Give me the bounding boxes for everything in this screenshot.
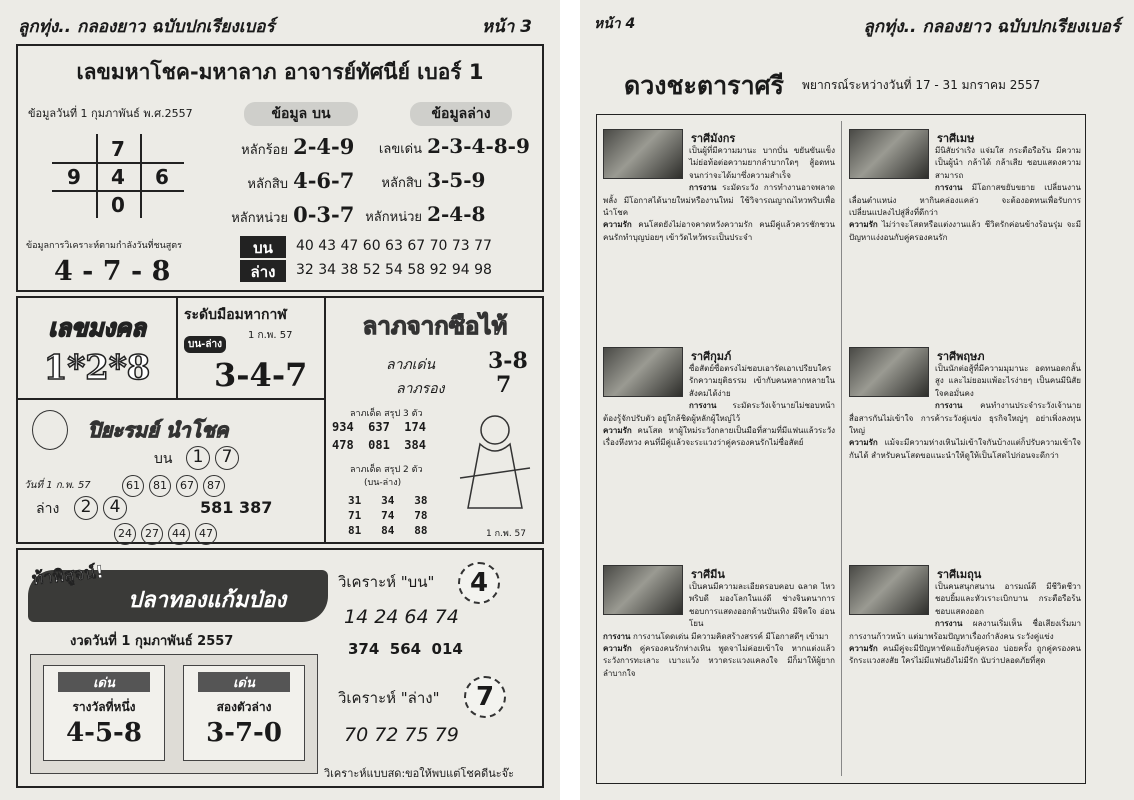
left-header-page: หน้า 3: [481, 17, 532, 37]
main-title: เลขมหาโชค-มหาลาภ อาจารย์ทัศนีย์ เบอร์ 1: [76, 60, 484, 84]
row-value: 2-4-8: [427, 202, 486, 226]
footer-text: วิเคราะห์แบบสด:ขอให้พบแต่โชคดีนะจ๊ะ: [324, 767, 515, 780]
laap-date: 1 ก.พ. 57: [486, 529, 527, 539]
rathab-tag: บน-ล่าง: [184, 336, 226, 353]
piya-small-low: [114, 522, 222, 545]
section-mahachok: [16, 44, 544, 292]
sign-intro: เป็นคนสนุกสนาน อารมณ์ดี มีชีวิตชีวา ชอบยิ้มและหัวเราะเบิกบาน กระตือรือร้น ชอบแสดงออก: [935, 582, 1081, 616]
bottom-label: ข้อมูลล่าง: [410, 102, 512, 126]
upper-tag: บน: [240, 236, 286, 258]
love-label: ความรัก: [603, 644, 632, 654]
work-label: การงาน: [935, 401, 963, 411]
piya-big-up: [186, 446, 244, 470]
lower-analysis-numbers: 70 72 75 79: [344, 724, 459, 746]
sign-work: ระมัดระวัง การทำงานอาจพลาดพลั้ง มีโอกาสได้นายใหม่หรืองานใหม่ ใช้วิจารณญาณไหวพริบเพื่อนำโชค: [603, 183, 835, 218]
right-page: [580, 0, 1134, 800]
row-label: หลักหน่วย: [231, 211, 288, 226]
row-label: หลักหน่วย: [365, 210, 422, 225]
two-row: 31 34 38: [348, 494, 428, 507]
sign-block-capricorn: [599, 121, 837, 331]
three-row: 478 081 384: [332, 438, 426, 452]
horoscope-title: ดวงชะตาราศรี: [624, 71, 784, 100]
row-value: 2-3-4-8-9: [427, 134, 530, 158]
challenge-date: งวดวันที่ 1 กุมภาพันธ์ 2557: [70, 634, 234, 649]
lower-numbers: 32 34 38 52 54 58 92 94 98: [296, 262, 492, 278]
sign-block-pisces: [599, 557, 837, 777]
laap-main-value: 3-8: [488, 348, 528, 374]
sign-name: ราศีเมถุน: [937, 568, 982, 581]
two-row: 81 84 88: [348, 524, 428, 537]
laap-title: ลาภจากซือไท้: [362, 312, 508, 340]
section-middle: [16, 296, 544, 544]
sign-intro: มีนิสัยร่าเริง แจ่มใส กระตือรือร้น มีความเป็นผู้นำ กล้าได้ กล้าเสีย ชอบแสดงความสามารถ: [935, 146, 1081, 180]
piya-big-low: [74, 496, 132, 520]
rathab-title: ระดับมือมหากาฬ: [184, 307, 287, 323]
right-header-title: ลูกทุ่ง.. กลองยาว ฉบับปกเรียงเบอร์: [863, 17, 1120, 37]
sign-love: คนมีคู่จะมีปัญหาขัดแย้งกับคู่ครอง บ่อยครั้ง ถูกคู่ครองคนรักระแวงสงสัย ใครไม่มีแฟนยังไม่มีรัก นับว่าปลอดภัยที่สุด: [849, 644, 1082, 666]
first-prize-value: 4-5-8: [66, 718, 142, 748]
circle-number: 1: [186, 446, 210, 470]
love-label: ความรัก: [849, 644, 878, 654]
sign-name: ราศีมีน: [691, 568, 725, 581]
sign-block-aries: [845, 121, 1083, 331]
sign-work: มีโอกาสขยับขยาย เปลี่ยนงานเลื่อนตำแหน่ง หากินคล่องแคล่ว จะต้องอดทนเพื่อรับการเปลี่ยนแปลงไปสู่สิ่งที่ดีกว่า: [849, 183, 1081, 218]
sign-name: ราศีเมษ: [937, 132, 975, 145]
sign-love: คนโสด หาผู้ใหม่ระวังกลายเป็นมือที่สามที่มีแฟนแล้วระวังเรื่องหึงหวง คนที่มีคู่แล้วจะระแวงว่าคู่ครองคนรักไม่ซื่อสัตย์: [603, 426, 835, 448]
two-lower-card: [183, 665, 305, 761]
row-value: 4-6-7: [293, 168, 355, 193]
sign-name: ราศีพฤษภ: [937, 350, 985, 363]
piya-lower: ล่าง: [36, 501, 60, 517]
circle-number: 61: [122, 475, 144, 497]
lower-tag: ล่าง: [240, 260, 286, 282]
laap-sub-value: 7: [496, 372, 512, 398]
grid-cell: 4: [111, 165, 125, 189]
two-sub: (บน-ล่าง): [364, 478, 402, 488]
row-label: เลขเด่น: [378, 142, 422, 157]
horoscope-box: [596, 114, 1086, 784]
row-label: หลักร้อย: [241, 143, 288, 158]
work-label: การงาน: [689, 183, 717, 193]
sign-block-aquarius: [599, 339, 837, 549]
challenge-title: ปลาทองแก้มป่อง: [128, 588, 287, 613]
circle-number: 24: [114, 523, 136, 545]
piya-three: 581 387: [200, 498, 273, 517]
sign-work: คนทำงานประจำระวังเจ้านายสื่อสารกันไม่เข้าใจ การค้าระวังคู่แข่ง ธุรกิจใหญ่ๆ อย่าเพิ่งลงทุนใหญ่: [849, 401, 1081, 436]
piya-date: วันที่ 1 ก.พ. 57: [24, 480, 91, 491]
grid-cell: 0: [111, 193, 125, 217]
horoscope-subtitle: พยากรณ์ระหว่างวันที่ 17 - 31 มกราคม 2557: [802, 78, 1041, 92]
sign-block-taurus: [845, 339, 1083, 549]
sign-intro: เป็นคนมีความละเอียดรอบคอบ ฉลาด ไหวพริบดี มองโลกในแง่ดี ช่างจินตนาการ ชอบการแสดงออกด้านบันเทิง มีจิตใจ อ่อนโยน: [689, 582, 835, 629]
upper-analysis-numbers: 14 24 64 74: [344, 606, 459, 628]
sign-love: คนโสดยังไม่อาจคาดหวังความรัก คนมีคู่แล้วควรชักชวนคนรักทำบุญบ่อยๆ เข้าวัดไหว้พระเป็นประจำ: [603, 220, 836, 242]
circle-number: 7: [215, 446, 239, 470]
work-label: การงาน: [603, 631, 631, 641]
prize-box: [30, 654, 318, 774]
circle-number: 87: [203, 475, 225, 497]
date-line: ข้อมูลวันที่ 1 กุมภาพันธ์ พ.ศ.2557: [28, 107, 193, 120]
grid-cell: 6: [155, 165, 169, 189]
three-row: 934 637 174: [332, 420, 426, 434]
circle-number: 44: [168, 523, 190, 545]
love-label: ความรัก: [849, 220, 878, 230]
two-lower-label: สองตัวล่าง: [216, 700, 272, 714]
sign-work: ระมัดระวังเจ้านายไม่ชอบหน้า ต้องรู้จักปรับตัว อยู่ใกล้ชิดผู้หลักผู้ใหญ่ไว้: [603, 401, 835, 423]
sign-love: แม้จะมีความห่างเหินไม่เข้าใจกันบ้างแต่ก็ปรับความเข้าใจกันได้ สำหรับคนโสดขอแนะนำให้ดูให้เป็นโสดไปก่อนจะดีกว่า: [849, 438, 1081, 460]
circle-number: 81: [149, 475, 171, 497]
den-label: เด่น: [198, 672, 290, 692]
mongkol-title: เลขมงคล: [48, 314, 146, 342]
face-icon: [32, 410, 68, 450]
love-label: ความรัก: [603, 426, 632, 436]
row-value: 0-3-7: [293, 202, 355, 227]
laap-main-label: ลาภเด่น: [386, 357, 436, 373]
upper-analysis-digit: 4: [458, 562, 500, 604]
piya-small-up: [122, 474, 230, 497]
two-row: 71 74 78: [348, 509, 428, 522]
sign-love: ไม่ว่าจะโสดหรือแต่งงานแล้ว ชีวิตรักค่อนข้างร้อนรุ่ม จะมีปัญหาแง่งอนกับคู่ครองคนรัก: [849, 220, 1081, 242]
sage-illustration: [450, 408, 540, 523]
upper-analysis-label: วิเคราะห์ "บน": [338, 573, 435, 591]
sign-work: ผลงานเริ่มเห็น ชื่อเสียงเริ่มมา การงานก้าวหน้า แต่มาพร้อมปัญหาเรื่องกำลังคน ระวังคู่แข่ง: [849, 619, 1081, 641]
sign-love: คู่ครองคนรักห่างเหิน พูดจาไม่ค่อยเข้าใจ หากแต่งแล้วระวังการทะเลาะ เบาะแว้ง หวาดระแวงแคลงใจ มีก็มาให้ผู้ยากลำบากใจ: [603, 644, 836, 678]
work-label: การงาน: [689, 401, 717, 411]
mongkol-number: 1*2*8: [43, 348, 151, 388]
lower-analysis-digit: 7: [464, 676, 506, 718]
row-label: หลักสิบ: [247, 177, 288, 192]
rathab-number: 3-4-7: [214, 356, 308, 394]
grid-cell: 7: [111, 137, 125, 161]
sign-block-gemini: [845, 557, 1083, 777]
sign-name: ราศีมังกร: [691, 132, 736, 145]
two-lower-value: 3-7-0: [206, 718, 282, 748]
sign-intro: เป็นผู้ที่มีความมานะ บากบั่น ขยันขันแข็ง ไม่ย่อท้อต่อความยากลำบากใดๆ สู้อดทนจนกว่าจะได้มาซึ่งความสำเร็จ: [689, 146, 835, 180]
lower-analysis-label: วิเคราะห์ "ล่าง": [338, 689, 440, 707]
three-label: ลาภเด็ด สรุป 3 ตัว: [350, 409, 423, 419]
circle-number: 67: [176, 475, 198, 497]
love-label: ความรัก: [603, 220, 632, 230]
left-page: [0, 0, 560, 800]
two-label: ลาภเด็ด สรุป 2 ตัว: [350, 465, 423, 475]
piya-title: ปิยะรมย์ นำโชค: [88, 418, 229, 442]
top-rows: [208, 134, 368, 236]
left-header-title: ลูกทุ่ง.. กลองยาว ฉบับปกเรียงเบอร์: [18, 17, 275, 37]
challenge-tag: ท้าพิสูจน์!: [31, 562, 105, 590]
number-grid: [52, 134, 184, 218]
circle-number: 2: [74, 496, 98, 520]
laap-sub-label: ลาภรอง: [396, 381, 445, 397]
upper-analysis-three: 374 564 014: [348, 640, 463, 658]
grid-cell: 9: [67, 165, 81, 189]
work-label: การงาน: [935, 619, 963, 629]
row-value: 3-5-9: [427, 168, 486, 192]
sign-intro: เป็นนักต่อสู้ที่มีความมุมานะ อดทนอดกลั้นสูง และไม่ยอมแพ้อะไรง่ายๆ เป็นคนมีนิสัยใจคอมั่นคง: [935, 364, 1081, 398]
circle-number: 47: [195, 523, 217, 545]
sign-name: ราศีกุมภ์: [691, 350, 732, 363]
sign-intro: ซื่อสัตย์ซื่อตรงไม่ชอบเอารัดเอาเปรียบใคร รักความยุติธรรม เข้ากับคนหลากหลายในสังคมได้ง่าย: [689, 364, 835, 398]
upper-numbers: 40 43 47 60 63 67 70 73 77: [296, 238, 492, 254]
row-value: 2-4-9: [293, 134, 355, 159]
piya-upper: บน: [154, 451, 173, 467]
first-prize-card: [43, 665, 165, 761]
circle-number: 4: [103, 496, 127, 520]
section-challenge: [16, 548, 544, 788]
den-label: เด่น: [58, 672, 150, 692]
sign-work: การงานโดดเด่น มีความคิดสร้างสรรค์ มีโอกาสดีๆ เข้ามา: [633, 631, 829, 641]
analysis-note: ข้อมูลการวิเคราะห์ตามกำลังวันที่ชนสูตร: [26, 241, 182, 251]
rathab-date: 1 ก.พ. 57: [248, 330, 293, 341]
bottom-rows: [358, 134, 544, 236]
circle-number: 27: [141, 523, 163, 545]
work-label: การงาน: [935, 183, 963, 193]
row-label: หลักสิบ: [381, 176, 422, 191]
first-prize-label: รางวัลที่หนึ่ง: [72, 700, 136, 714]
right-header-page: หน้า 4: [594, 16, 636, 32]
top-label: ข้อมูล บน: [244, 102, 358, 126]
love-label: ความรัก: [849, 438, 878, 448]
analysis-number: 4 - 7 - 8: [54, 256, 171, 287]
